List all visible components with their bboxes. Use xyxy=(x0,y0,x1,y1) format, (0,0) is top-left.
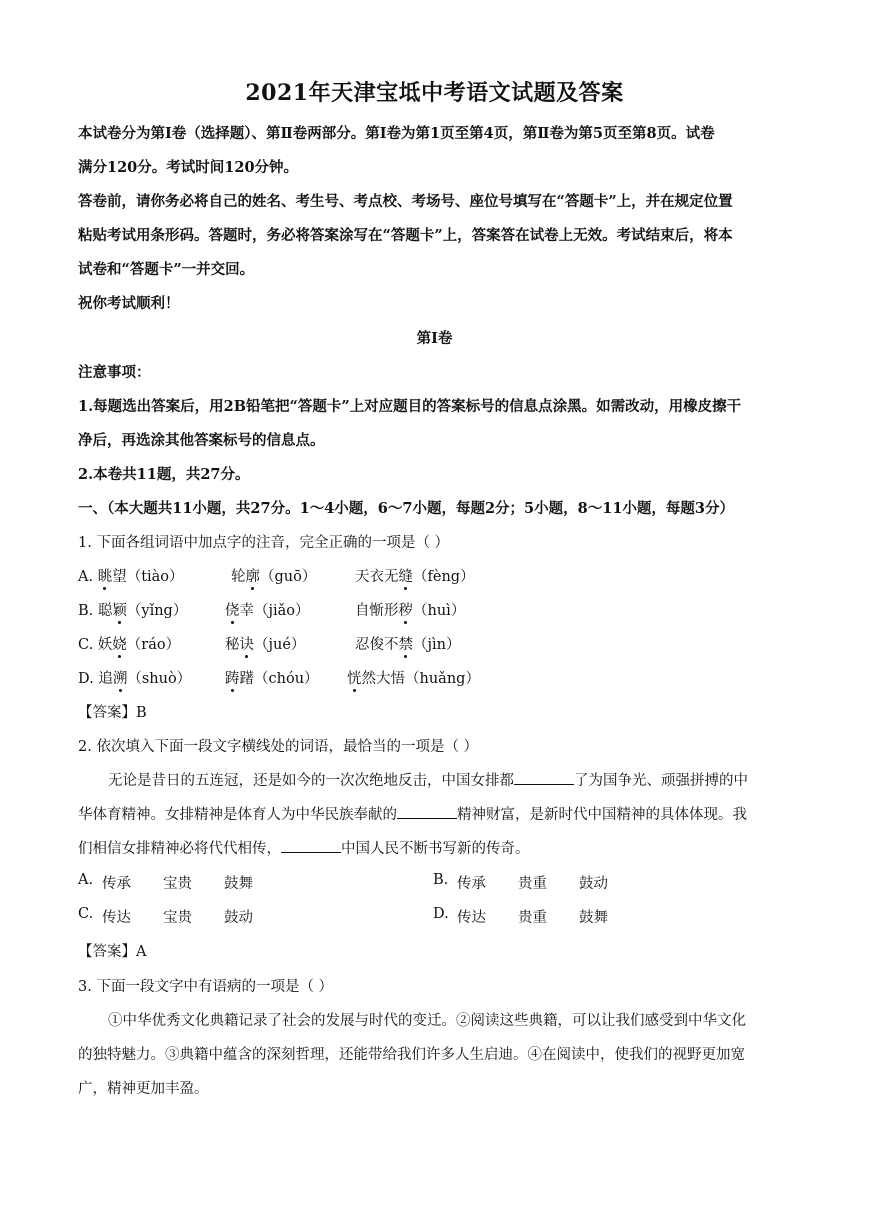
intro-line: 粘贴考试用条形码。答题时，务必将答案涂写在“答题卡”上，答案答在试卷上无效。考试结束后，将本 xyxy=(78,227,733,244)
q1-option-b-word3: 自惭形秽（huì） xyxy=(355,603,466,619)
q2-option-a-letter: A. xyxy=(78,872,94,888)
intro-line: 本试卷分为第Ⅰ卷（选择题）、第Ⅱ卷两部分。第Ⅰ卷为第1页至第4页，第Ⅱ卷为第5页至第8页。试卷 xyxy=(78,125,715,142)
q1-option-c-word2: 秘诀（jué） xyxy=(225,637,306,653)
q2-option-d-word2: 贵重 xyxy=(518,910,547,926)
q3-paragraph-line: ①中华优秀文化典籍记录了社会的发展与时代的变迁。②阅读这些典籍，可以让我们感受到中华文化 xyxy=(108,1013,746,1029)
wish-line: 祝你考试顺利！ xyxy=(78,295,180,312)
q3-paragraph-line: 的独特魅力。③典籍中蕴含的深刻哲理，还能带给我们许多人生启迪。④在阅读中，使我们的视野更加宽 xyxy=(78,1047,745,1063)
fill-blank xyxy=(514,772,574,785)
q2-option-a-word3: 鼓舞 xyxy=(224,876,253,892)
q2-option-c-word3: 鼓动 xyxy=(224,910,253,926)
q1-option-a-word2: 轮廓（guō） xyxy=(231,569,317,585)
q1-option-c: C. 妖娆（ráo） xyxy=(78,637,181,653)
intro-line: 试卷和“答题卡”一并交回。 xyxy=(78,261,255,278)
q2-option-c-word2: 宝贵 xyxy=(163,910,192,926)
intro-line: 答卷前，请你务必将自己的姓名、考生号、考点校、考场号、座位号填写在“答题卡”上，并在规定位置 xyxy=(78,193,733,210)
note-line: 净后，再选涂其他答案标号的信息点。 xyxy=(78,432,325,449)
question-1-stem: 1. 下面各组词语中加点字的注音，完全正确的一项是（ ） xyxy=(78,535,450,551)
q1-option-c-word3: 忍俊不禁（jìn） xyxy=(355,637,461,653)
q1-option-d: D. 追溯（shuò） xyxy=(78,671,192,687)
part-heading: 一、（本大题共11小题，共27分。1～4小题，6～7小题，每题2分；5小题，8～11小题，每题3分） xyxy=(78,500,734,517)
question-2-stem: 2. 依次填入下面一段文字横线处的词语，最恰当的一项是（ ） xyxy=(78,739,479,755)
note-line: 1.每题选出答案后，用2B铅笔把“答题卡”上对应题目的答案标号的信息点涂黑。如需改动，用橡皮擦干 xyxy=(78,398,742,415)
q2-paragraph-line: 无论是昔日的五连冠，还是如今的一次次绝地反击，中国女排都 了为国争光、顽强拼搏的中 xyxy=(108,773,748,789)
q2-paragraph-line: 华体育精神。女排精神是体育人为中华民族奉献的 精神财富，是新时代中国精神的具体体现。我 xyxy=(78,807,747,823)
question-1-answer: 【答案】B xyxy=(78,705,147,721)
q1-option-b-word2: 侥幸（jiǎo） xyxy=(225,603,310,619)
fill-blank xyxy=(397,806,457,819)
q2-option-a-word1: 传承 xyxy=(102,876,131,892)
q2-option-b-letter: B. xyxy=(433,872,449,888)
q2-option-d-letter: D. xyxy=(433,906,449,922)
q1-option-a: A. 眺望（tiào） xyxy=(78,569,184,585)
note-line: 2.本卷共11题，共27分。 xyxy=(78,466,250,483)
q2-option-a-word2: 宝贵 xyxy=(163,876,192,892)
q2-option-c-word1: 传达 xyxy=(102,910,131,926)
q3-paragraph-line: 广，精神更加丰盈。 xyxy=(78,1081,209,1097)
document-title: 2021年天津宝坻中考语文试题及答案 xyxy=(245,80,624,106)
q2-option-c-letter: C. xyxy=(78,906,94,922)
notes-heading: 注意事项： xyxy=(78,364,151,381)
q2-option-d-word3: 鼓舞 xyxy=(579,910,608,926)
intro-line: 满分120分。考试时间120分钟。 xyxy=(78,159,299,176)
q1-option-b: B. 聪颖（yǐng） xyxy=(78,603,188,619)
section-title: 第Ⅰ卷 xyxy=(416,330,453,347)
question-2-answer: 【答案】A xyxy=(78,944,147,960)
q2-option-b-word1: 传承 xyxy=(457,876,486,892)
q1-option-d-word3: 恍然大悟（huǎng） xyxy=(347,671,480,687)
fill-blank xyxy=(281,840,341,853)
question-3-stem: 3. 下面一段文字中有语病的一项是（ ） xyxy=(78,979,334,995)
q2-option-b-word3: 鼓动 xyxy=(579,876,608,892)
q1-option-a-word3: 天衣无缝（fèng） xyxy=(355,569,475,585)
q1-option-d-word2: 踌躇（chóu） xyxy=(225,671,319,687)
q2-option-b-word2: 贵重 xyxy=(518,876,547,892)
q2-option-d-word1: 传达 xyxy=(457,910,486,926)
q2-paragraph-line: 们相信女排精神必将代代相传， 中国人民不断书写新的传奇。 xyxy=(78,841,530,857)
